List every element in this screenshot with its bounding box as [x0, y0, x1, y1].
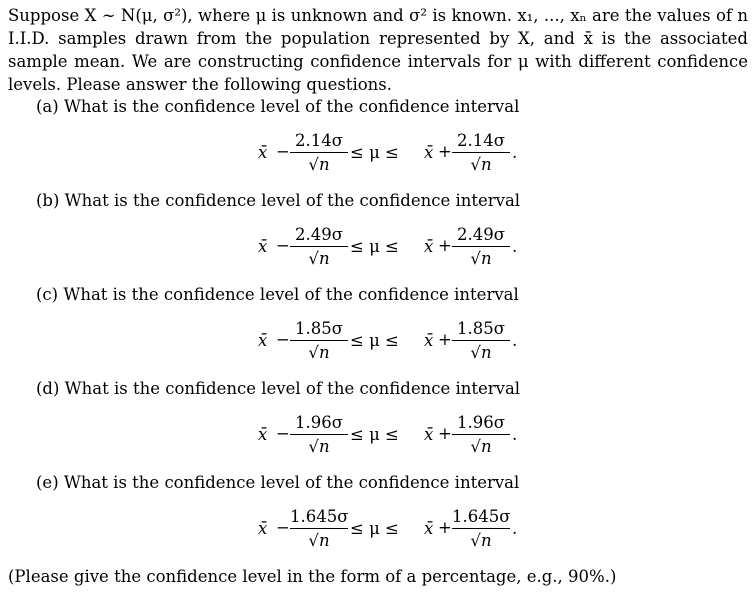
plus-sign: +	[438, 142, 452, 161]
fraction-numerator: 1.85σ	[452, 318, 510, 341]
lower-fraction	[290, 130, 348, 175]
radicand: n	[318, 249, 330, 268]
sqrt-symbol: √	[308, 343, 319, 362]
fraction-denominator	[290, 529, 348, 551]
xbar-symbol: x̄	[424, 237, 434, 256]
fraction-numerator: 1.96σ	[452, 412, 510, 435]
fraction-numerator: 2.14σ	[452, 130, 510, 153]
xbar-symbol: x̄	[258, 237, 268, 256]
interval-a	[250, 130, 530, 178]
fraction-numerator: 2.49σ	[452, 224, 510, 247]
minus-sign: −	[276, 330, 290, 349]
fraction-numerator: 1.85σ	[290, 318, 348, 341]
xbar-symbol: x̄	[424, 331, 434, 350]
question-d-label: (d) What is the confidence level of the confidence interval	[36, 379, 521, 398]
question-b-label: (b) What is the confidence level of the confidence interval	[36, 191, 521, 210]
radicand: n	[480, 531, 492, 550]
period: .	[512, 425, 518, 444]
xbar-symbol: x̄	[258, 143, 268, 162]
fraction-numerator: 2.49σ	[290, 224, 348, 247]
xbar-symbol: x̄	[258, 425, 268, 444]
question-a-label: (a) What is the confidence level of the confidence interval	[36, 97, 520, 116]
sqrt-symbol: √	[470, 249, 481, 268]
xbar-symbol: x̄	[424, 143, 434, 162]
mu-inequality: ≤ μ ≤	[350, 237, 399, 256]
upper-fraction	[452, 506, 510, 551]
period: .	[512, 237, 518, 256]
radicand: n	[480, 155, 492, 174]
problem-intro	[8, 4, 748, 96]
upper-fraction	[452, 412, 510, 457]
question-e-label: (e) What is the confidence level of the confidence interval	[36, 473, 520, 492]
interval-b	[250, 224, 530, 272]
minus-sign: −	[276, 142, 290, 161]
sqrt-symbol: √	[470, 343, 481, 362]
fraction-denominator	[452, 529, 510, 551]
fraction-denominator	[452, 435, 510, 457]
sqrt-symbol: √	[470, 155, 481, 174]
fraction-denominator	[452, 247, 510, 269]
sqrt-symbol: √	[308, 437, 319, 456]
fraction-denominator	[452, 341, 510, 363]
radicand: n	[480, 343, 492, 362]
mu-inequality: ≤ μ ≤	[350, 143, 399, 162]
xbar-symbol: x̄	[424, 519, 434, 538]
fraction-denominator	[452, 153, 510, 175]
answer-format-note: (Please give the confidence level in the form of a percentage, e.g., 90%.)	[8, 567, 617, 586]
radicand: n	[318, 343, 330, 362]
question-c-label: (c) What is the confidence level of the confidence interval	[36, 285, 519, 304]
mu-inequality: ≤ μ ≤	[350, 331, 399, 350]
fraction-denominator	[290, 247, 348, 269]
fraction-numerator: 1.645σ	[290, 506, 348, 529]
fraction-denominator	[290, 341, 348, 363]
minus-sign: −	[276, 424, 290, 443]
plus-sign: +	[438, 518, 452, 537]
upper-fraction	[452, 130, 510, 175]
radicand: n	[318, 531, 330, 550]
plus-sign: +	[438, 236, 452, 255]
radicand: n	[480, 437, 492, 456]
interval-d	[250, 412, 530, 460]
lower-fraction	[290, 224, 348, 269]
sqrt-symbol: √	[470, 437, 481, 456]
fraction-denominator	[290, 153, 348, 175]
upper-fraction	[452, 318, 510, 363]
lower-fraction	[290, 318, 348, 363]
sqrt-symbol: √	[470, 531, 481, 550]
radicand: n	[480, 249, 492, 268]
plus-sign: +	[438, 424, 452, 443]
fraction-numerator: 1.96σ	[290, 412, 348, 435]
mu-inequality: ≤ μ ≤	[350, 425, 399, 444]
lower-fraction	[290, 412, 348, 457]
minus-sign: −	[276, 518, 290, 537]
xbar-symbol: x̄	[258, 519, 268, 538]
sqrt-symbol: √	[308, 249, 319, 268]
period: .	[512, 519, 518, 538]
fraction-denominator	[290, 435, 348, 457]
interval-e	[250, 506, 530, 554]
minus-sign: −	[276, 236, 290, 255]
lower-fraction	[290, 506, 348, 551]
sqrt-symbol: √	[308, 531, 319, 550]
xbar-symbol: x̄	[258, 331, 268, 350]
period: .	[512, 331, 518, 350]
radicand: n	[318, 437, 330, 456]
sqrt-symbol: √	[308, 155, 319, 174]
xbar-symbol: x̄	[424, 425, 434, 444]
period: .	[512, 143, 518, 162]
fraction-numerator: 1.645σ	[452, 506, 510, 529]
upper-fraction	[452, 224, 510, 269]
interval-c	[250, 318, 530, 366]
radicand: n	[318, 155, 330, 174]
plus-sign: +	[438, 330, 452, 349]
mu-inequality: ≤ μ ≤	[350, 519, 399, 538]
fraction-numerator: 2.14σ	[290, 130, 348, 153]
intro-text: Suppose X ∼ N(μ, σ²), where μ is unknown and σ² is known. x₁, ..., xₙ are the values of n I.I.D. samples drawn from the population represented by X, and x̄ is the associated sample mean. We are constructing confidence intervals for μ with different confidence levels. Please answer the following questions.	[8, 6, 748, 94]
